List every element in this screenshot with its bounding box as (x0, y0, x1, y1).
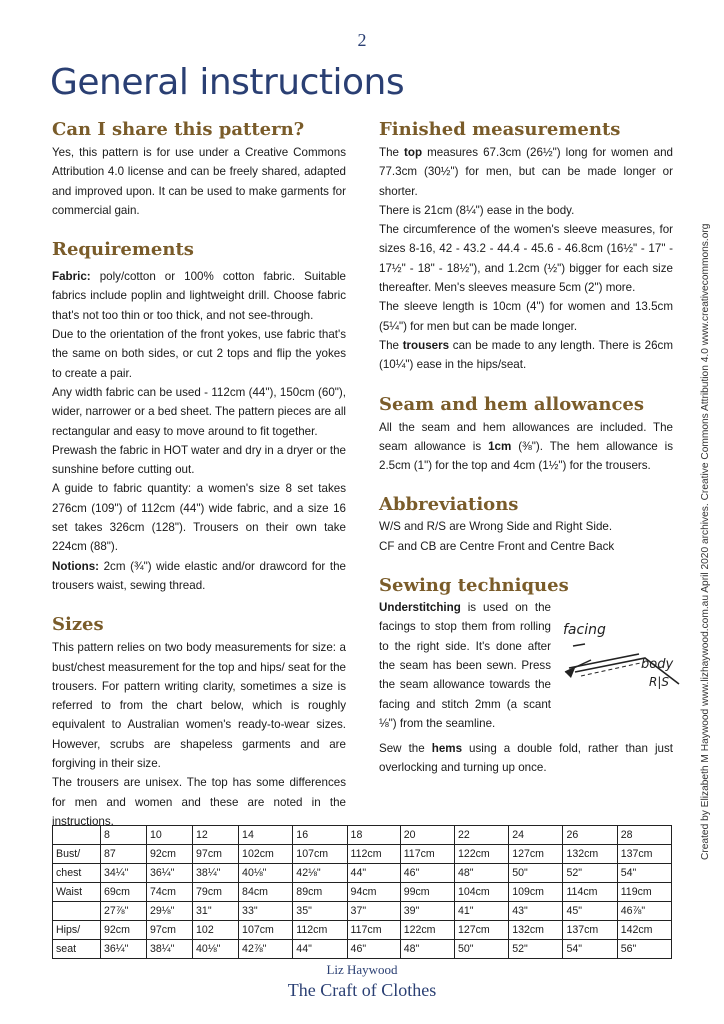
size-header-cell: 22 (454, 826, 508, 845)
size-value-cell: 112cm (293, 921, 347, 940)
size-value-cell: 69cm (101, 883, 147, 902)
size-header-corner (53, 826, 101, 845)
size-value-cell: 107cm (239, 921, 293, 940)
size-value-cell: 117cm (400, 845, 454, 864)
size-value-cell: 102 (193, 921, 239, 940)
size-header-cell: 14 (239, 826, 293, 845)
notions-paragraph (52, 557, 346, 596)
size-value-cell: 109cm (509, 883, 563, 902)
page-title: General instructions (50, 62, 405, 103)
abbreviations-line-2: CF and CB are Centre Front and Centre Back (379, 539, 615, 553)
size-row-label (53, 902, 101, 921)
size-value-cell: 89cm (293, 883, 347, 902)
size-value-cell: 132cm (509, 921, 563, 940)
size-value-cell: 137cm (563, 921, 617, 940)
size-row-label: chest (53, 864, 101, 883)
size-value-cell: 74cm (147, 883, 193, 902)
size-row-label: Waist (53, 883, 101, 902)
diagram-rs-label: R|S (649, 675, 669, 690)
ease-paragraph: There is 21cm (8¼") ease in the body. (379, 203, 575, 217)
requirements-heading: Requirements (52, 239, 194, 261)
size-value-cell: 39" (400, 902, 454, 921)
size-header-cell: 12 (193, 826, 239, 845)
notions-label: Notions: (52, 559, 100, 573)
sleeve-circumference-paragraph: The circumference of the women's sleeve measures, for sizes 8-16, 42 - 43.2 - 44.4 - 45.6 - 46.8cm (16½" - 17" - 17½" - 18" - 18½"), and 1.2cm (½") bigger for each size thereafter. Men's sleeves measure 5cm (2") more. (379, 223, 673, 295)
size-row-cm (53, 921, 672, 940)
page-number: 2 (357, 30, 367, 50)
size-value-cell: 31" (193, 902, 239, 921)
size-value-cell: 92cm (101, 921, 147, 940)
size-row-cm (53, 845, 672, 864)
left-column (52, 118, 346, 831)
abbreviations-heading: Abbreviations (379, 494, 519, 516)
size-value-cell: 29⅛" (147, 902, 193, 921)
size-value-cell: 50" (509, 864, 563, 883)
size-value-cell: 119cm (617, 883, 671, 902)
size-value-cell: 102cm (239, 845, 293, 864)
fabric-label: Fabric: (52, 270, 91, 284)
size-value-cell: 92cm (147, 845, 193, 864)
size-value-cell: 114cm (563, 883, 617, 902)
prewash-paragraph: Prewash the fabric in HOT water and dry in a dryer or the sunshine before cutting out. (52, 443, 346, 477)
size-value-cell: 42⅛" (293, 864, 347, 883)
size-value-cell: 44" (293, 940, 347, 959)
size-value-cell: 54" (617, 864, 671, 883)
size-value-cell: 122cm (400, 921, 454, 940)
size-header-cell: 20 (400, 826, 454, 845)
size-value-cell: 117cm (347, 921, 400, 940)
sewing-heading: Sewing techniques (379, 575, 569, 597)
size-value-cell: 52" (563, 864, 617, 883)
size-value-cell: 104cm (454, 883, 508, 902)
sizes-body-2: The trousers are unisex. The top has some differences for men and women and these are noted in the instructions. (52, 776, 346, 828)
size-value-cell: 54" (563, 940, 617, 959)
share-body: Yes, this pattern is for use under a Creative Commons Attribution 4.0 license and can be freely shared, adapted and improved upon. It can be used to make garments for commercial gain. (52, 146, 346, 217)
top-label: top (404, 146, 423, 159)
footer-title: The Craft of Clothes (287, 980, 437, 1000)
size-value-cell: 44" (347, 864, 400, 883)
size-header-cell: 16 (293, 826, 347, 845)
diagram-facing-label: facing (563, 622, 606, 639)
size-value-cell: 27⅞" (101, 902, 147, 921)
size-value-cell: 46" (347, 940, 400, 959)
seam-paragraph: All the seam and hem allowances are included. The seam allowance is 1cm (⅜"). The hem allowance is 2.5cm (1") for the top and 4cm (1½") for the trousers. (379, 420, 673, 473)
size-value-cell: 107cm (293, 845, 347, 864)
seam-allowance-value: 1cm (488, 439, 512, 453)
sizes-body-1: This pattern relies on two body measurements for size: a bust/chest measurement for the top and hips/ seat for the trousers. For pattern writing clarity, sometimes a size is referred to from the chart below, which is roughly equivalent to Australian women's ready-to-wear sizes. However, scrubs are shapeless garments and are forgiving in their size. (52, 641, 346, 771)
size-row-in (53, 902, 672, 921)
sizes-heading: Sizes (52, 614, 104, 636)
size-value-cell: 48" (454, 864, 508, 883)
size-value-cell: 48" (400, 940, 454, 959)
size-row-label: Hips/ (53, 921, 101, 940)
share-heading: Can I share this pattern? (52, 119, 305, 140)
size-value-cell: 84cm (239, 883, 293, 902)
fabric-paragraph (52, 267, 346, 325)
size-value-cell: 97cm (193, 845, 239, 864)
size-header-cell: 24 (509, 826, 563, 845)
trousers-label: trousers (402, 338, 450, 352)
right-column (379, 118, 673, 778)
width-paragraph: Any width fabric can be used - 112cm (44"), 150cm (60"), wider, narrower or a bed sheet. The pattern pieces are all rectangular and easy to move around to fit together. (52, 385, 346, 438)
fabric-text: poly/cotton or 100% cotton fabric. Suitable fabrics include poplin and lightweight drill. Choose fabric that's not too thin or too thick, and not see-through. (52, 270, 346, 322)
yokes-paragraph: Due to the orientation of the front yokes, use fabric that's the same on both sides, or cut 2 tops and flip the yokes to create a pair. (52, 328, 346, 380)
hems-label: hems (431, 742, 463, 756)
size-value-cell: 56" (617, 940, 671, 959)
size-header-cell: 8 (101, 826, 147, 845)
size-row-label: Bust/ (53, 845, 101, 864)
size-value-cell: 137cm (617, 845, 671, 864)
size-value-cell: 46" (400, 864, 454, 883)
size-value-cell: 52" (509, 940, 563, 959)
size-header-row (53, 826, 672, 845)
diagram-body-label: body (641, 657, 674, 673)
size-value-cell: 33" (239, 902, 293, 921)
size-header-cell: 18 (347, 826, 400, 845)
size-header-cell: 28 (617, 826, 671, 845)
size-chart-table (52, 825, 672, 959)
size-value-cell: 97cm (147, 921, 193, 940)
understitching-paragraph: Understitching is used on the facings to stop them from rolling to the right side. It's done after the seam has been sewn. Press the seam allowance towards the facing and stitch 2mm (a scant ⅛") from the seamline. (379, 601, 551, 730)
abbreviations-line-1: W/S and R/S are Wrong Side and Right Side. (379, 520, 613, 534)
size-value-cell: 122cm (454, 845, 508, 864)
size-row-in (53, 940, 672, 959)
size-value-cell: 41" (454, 902, 508, 921)
size-value-cell: 79cm (193, 883, 239, 902)
size-value-cell: 42⅞" (239, 940, 293, 959)
footer-author: Liz Haywood (326, 962, 398, 977)
size-value-cell: 37" (347, 902, 400, 921)
size-value-cell: 35" (293, 902, 347, 921)
side-credit: Created by Elizabeth M Haywood www.lizhaywood.com.au April 2020 archives. Creative Commons Attribution 4.0 www.creativecommons.org (700, 223, 711, 860)
size-value-cell: 36¼" (101, 940, 147, 959)
size-value-cell: 45" (563, 902, 617, 921)
size-value-cell: 38¼" (193, 864, 239, 883)
size-row-in (53, 864, 672, 883)
size-row-label: seat (53, 940, 101, 959)
understitching-label: Understitching (379, 601, 461, 615)
size-value-cell: 142cm (617, 921, 671, 940)
size-value-cell: 46⅞" (617, 902, 671, 921)
size-value-cell: 50" (454, 940, 508, 959)
hems-paragraph: Sew the hems using a double fold, rather than just overlocking and turning up once. (379, 742, 673, 775)
size-value-cell: 38¼" (147, 940, 193, 959)
size-value-cell: 112cm (347, 845, 400, 864)
size-value-cell: 127cm (454, 921, 508, 940)
size-value-cell: 94cm (347, 883, 400, 902)
size-value-cell: 34¼" (101, 864, 147, 883)
finished-heading: Finished measurements (379, 119, 621, 140)
size-row-cm (53, 883, 672, 902)
size-value-cell: 36¼" (147, 864, 193, 883)
size-value-cell: 132cm (563, 845, 617, 864)
sleeve-length-paragraph: The sleeve length is 10cm (4") for women and 13.5cm (5¼") for men but can be made longer. (379, 300, 673, 333)
size-value-cell: 40⅛" (193, 940, 239, 959)
size-header-cell: 26 (563, 826, 617, 845)
quantity-paragraph: A guide to fabric quantity: a women's size 8 set takes 276cm (109") of 112cm (44") wide fabric, and a size 16 set takes 326cm (128"). Trousers on their own take 224cm (88"). (52, 482, 346, 554)
size-header-cell: 10 (147, 826, 193, 845)
seam-heading: Seam and hem allowances (379, 393, 645, 415)
trousers-paragraph: The trousers can be made to any length. There is 26cm (10¼") ease in the hips/seat. (379, 338, 673, 372)
understitching-diagram (561, 620, 681, 698)
size-value-cell: 99cm (400, 883, 454, 902)
notions-text: 2cm (¾") wide elastic and/or drawcord for the trousers waist, sewing thread. (52, 559, 346, 592)
size-value-cell: 40⅛" (239, 864, 293, 883)
size-value-cell: 43" (509, 902, 563, 921)
size-value-cell: 127cm (509, 845, 563, 864)
sewing-techniques-block (379, 598, 673, 778)
finished-top-paragraph: The top measures 67.3cm (26½") long for women and 77.3cm (30½") for men, but can be made longer or shorter. (379, 146, 673, 198)
size-value-cell: 87 (101, 845, 147, 864)
